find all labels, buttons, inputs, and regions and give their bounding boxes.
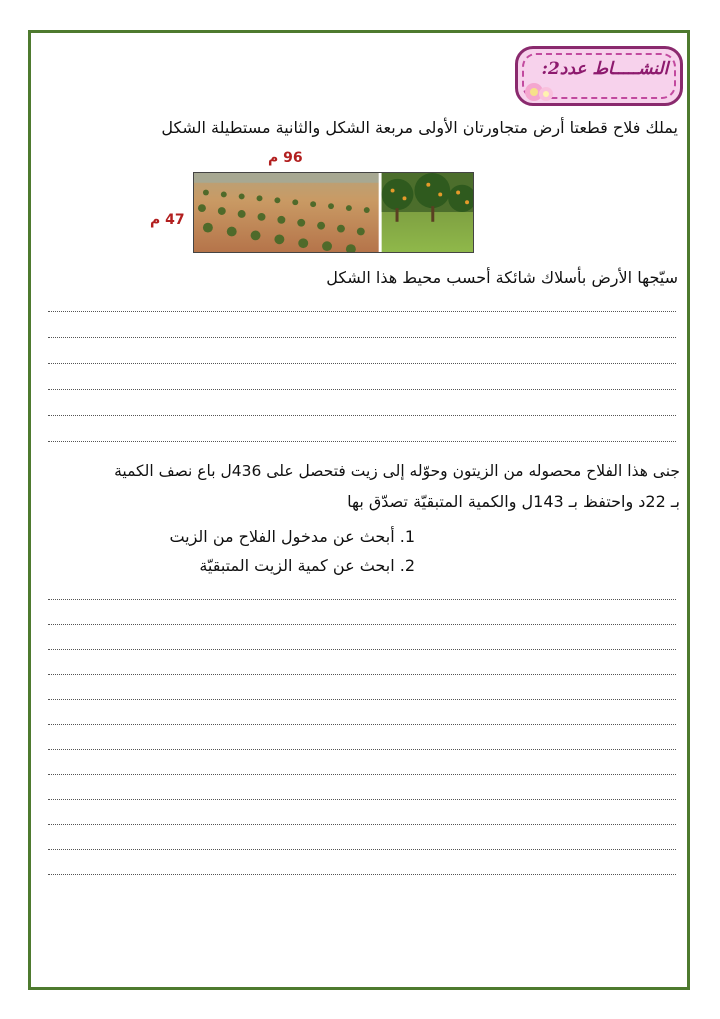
answer-line[interactable] (48, 311, 676, 312)
answer-line[interactable] (48, 824, 676, 825)
answer-line[interactable] (48, 874, 676, 875)
answer-line[interactable] (48, 649, 676, 650)
answer-line[interactable] (48, 724, 676, 725)
problem1-statement: يملك فلاح قطعتا أرض متجاورتان الأولى مربعة الشكل والثانية مستطيلة الشكل (161, 118, 678, 137)
dimension-width-label: 96 م (268, 150, 303, 166)
land-plots-photo (193, 172, 474, 253)
flower-decoration-icon (522, 80, 556, 104)
dimension-height-label: 47 م (150, 212, 185, 228)
problem2-line2: بـ 22د واحتفظ بـ 143ل والكمية المتبقيّة تصدّق بها (347, 492, 680, 511)
problem2-line1: جنى هذا الفلاح محصوله من الزيتون وحوّله إلى زيت فتحصل على 436ل باع نصف الكمية (114, 462, 680, 480)
problem1-question: سيّجها الأرض بأسلاك شائكة أحسب محيط هذا الشكل (326, 268, 678, 287)
answer-line[interactable] (48, 389, 676, 390)
answer-line[interactable] (48, 674, 676, 675)
problem2-question-2: 2. ابحث عن كمية الزيت المتبقيّة (199, 556, 415, 575)
answer-line[interactable] (48, 363, 676, 364)
answer-line[interactable] (48, 699, 676, 700)
answer-line[interactable] (48, 441, 676, 442)
answer-line[interactable] (48, 849, 676, 850)
answer-line[interactable] (48, 624, 676, 625)
answer-line[interactable] (48, 749, 676, 750)
answer-line[interactable] (48, 599, 676, 600)
answer-line[interactable] (48, 415, 676, 416)
answer-line[interactable] (48, 799, 676, 800)
answer-line[interactable] (48, 774, 676, 775)
activity-title: النشـــــاط عدد2: (541, 59, 669, 79)
answer-line[interactable] (48, 337, 676, 338)
problem2-question-1: 1. أبحث عن مدخول الفلاح من الزيت (169, 527, 415, 546)
